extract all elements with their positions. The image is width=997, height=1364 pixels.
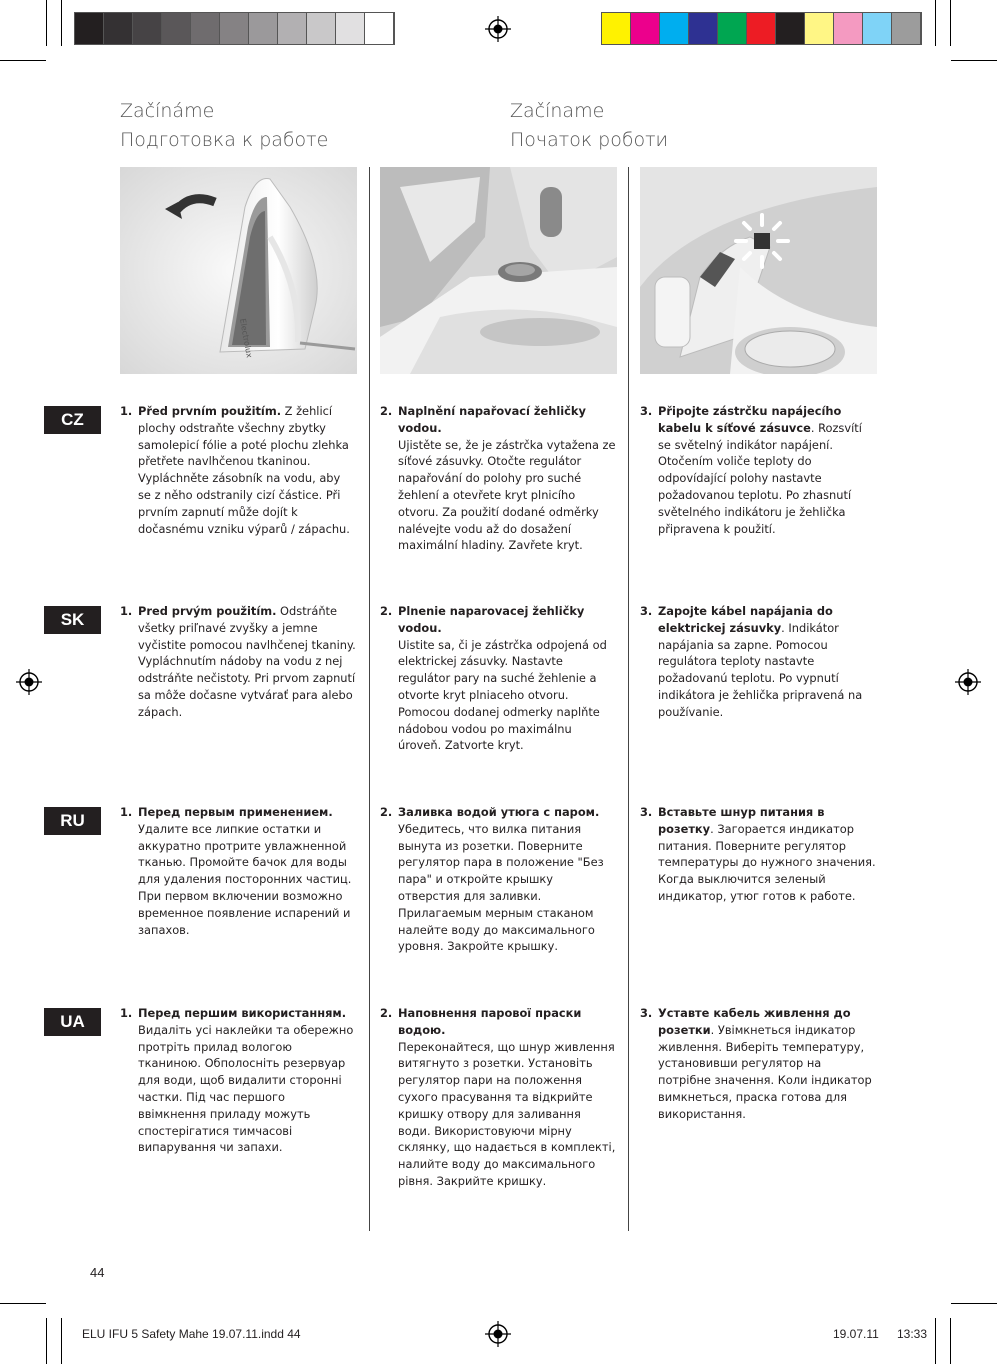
color-swatch — [220, 13, 249, 44]
step-body: Odstráňte všetky priľnavé zvyšky a jemne vyčistite pomocou navlhčenej tkaniny. Vypláchnutím nádoby na vodu z nej odstráňte nečistoty. Pri prvom zapnutí sa môže dočasne vytvárať para alebo zápach. — [138, 604, 356, 719]
step-body: . Indikátor napájania sa zapne. Pomocou regulátora teploty nastavte požadovanú teplotu. Po vypnutí indikátora je žehlička pripravená na používanie. — [658, 620, 863, 719]
step-number: 3. — [640, 1006, 653, 1020]
step-number: 1. — [120, 604, 133, 618]
step-title: Plnenie naparovacej žehličky vodou. — [398, 604, 585, 635]
column-divider — [369, 167, 370, 1231]
step-text — [138, 1005, 356, 1156]
step-text — [658, 804, 876, 905]
step-number: 1. — [120, 805, 133, 819]
crop-mark — [935, 1318, 936, 1364]
crop-mark — [46, 0, 47, 46]
registration-mark-icon — [485, 16, 511, 42]
step-text — [658, 1005, 876, 1123]
crop-mark — [0, 1303, 46, 1304]
iron-brand-label: Electrolux — [238, 317, 254, 359]
crop-mark — [46, 1318, 47, 1364]
step-body: Ujistěte se, že je zástrčka vytažena ze síťové zásuvky. Otočte regulátor napařování do polohy pro suché žehlení a otevřete kryt plnicího otvoru. Za použití dodané odměrky nalévejte vodu až do dosažení maximální hladiny. Zavřete kryt. — [398, 437, 616, 553]
color-swatch — [336, 13, 365, 44]
step-sk-1 — [120, 603, 356, 721]
registration-mark-icon — [485, 1321, 511, 1347]
step-body: Убедитесь, что вилка питания вынута из розетки. Поверните регулятор пара в положение "Без пара" и откройте крышку отверстия для заливки. Прилагаемым мерным стаканом налейте воду до максимального уровня. Закройте крышку. — [398, 821, 604, 954]
crop-mark — [935, 0, 936, 46]
step-title: Заливка водой утюга с паром. — [398, 805, 600, 819]
language-badge-sk: SK — [44, 606, 101, 634]
color-swatch — [660, 13, 689, 44]
column-divider — [628, 167, 629, 1231]
color-swatch — [104, 13, 133, 44]
color-swatch — [718, 13, 747, 44]
step-text — [138, 603, 356, 721]
iron-cleaning-photo — [120, 167, 357, 374]
color-swatch — [863, 13, 892, 44]
color-swatch — [776, 13, 805, 44]
step-title: Před prvním použitím. — [138, 404, 282, 418]
step-ua-1 — [120, 1005, 356, 1156]
step-number: 3. — [640, 404, 653, 418]
language-badge-ru: RU — [44, 807, 101, 835]
color-swatch — [191, 13, 220, 44]
color-swatch — [892, 13, 921, 44]
step-cz-2 — [380, 403, 616, 554]
footer-time: 13:33 — [897, 1327, 928, 1341]
heading-sk: Začíname — [510, 100, 605, 122]
registration-mark-icon — [16, 669, 42, 695]
step-sk-2 — [380, 603, 616, 754]
step-ru-3 — [640, 804, 876, 905]
step-text — [398, 1005, 616, 1190]
color-swatch — [689, 13, 718, 44]
step-text — [138, 403, 356, 537]
step-text — [138, 804, 356, 938]
color-swatch — [133, 13, 162, 44]
color-swatch — [278, 13, 307, 44]
crop-mark — [0, 60, 46, 61]
color-swatch — [747, 13, 776, 44]
step-ua-2 — [380, 1005, 616, 1190]
step-sk-3 — [640, 603, 876, 721]
step-title: Перед першим використанням. — [138, 1006, 347, 1020]
color-swatch — [75, 13, 104, 44]
step-title: Zapojte kábel napájania do elektrickej zásuvky — [658, 604, 833, 635]
step-title: Наповнення парової праски водою. — [398, 1006, 582, 1037]
color-swatch — [162, 13, 191, 44]
language-badge-ua: UA — [44, 1008, 101, 1036]
step-number: 2. — [380, 604, 393, 618]
step-body: . Загорается индикатор питания. Поверните регулятор температуры до нужного значения. Когда выключится зеленый индикатор, утюг готов к работе. — [658, 821, 876, 903]
crop-mark — [950, 0, 951, 46]
step-title: Naplnění napařovací žehličky vodou. — [398, 404, 586, 435]
step-body: Z žehlicí plochy odstraňte všechny zbytky samolepicí fólie a poté plochu zlehka přetřete navlhčenou tkaninou. Vypláchněte zásobník na vodu, aby se z něho odstranily cizí částice. Při prvním zapnutí může dojít k dočasnému vzniku výparů / zápachu. — [138, 404, 350, 536]
step-body: Uistite sa, či je zástrčka odpojená od elektrickej zásuvky. Nastavte regulátor pary na suché žehlenie a otvorte kryt plniaceho otvoru. Pomocou dodanej odmerky naplňte nádobou vodou po maximálnu úroveň. Zatvorte kryt. — [398, 637, 607, 753]
footer-file-name: ELU IFU 5 Safety Mahe 19.07.11.indd 44 — [82, 1327, 301, 1341]
crop-mark — [61, 1318, 62, 1364]
color-swatch — [249, 13, 278, 44]
step-cz-1 — [120, 403, 356, 537]
color-swatch — [602, 13, 631, 44]
step-title: Připojte zástrčku napájecího kabelu k síťové zásuvce — [658, 404, 842, 435]
step-text — [658, 603, 876, 721]
color-swatch — [834, 13, 863, 44]
heading-ua: Початок роботи — [510, 129, 669, 151]
crop-mark — [950, 1318, 951, 1364]
color-swatch — [805, 13, 834, 44]
power-indicator-photo — [640, 167, 877, 374]
crop-mark — [951, 60, 997, 61]
color-swatch — [307, 13, 336, 44]
step-title: Pred prvým použitím. — [138, 604, 277, 618]
step-text — [398, 403, 616, 554]
heading-ru: Подготовка к работе — [120, 129, 329, 151]
step-text — [398, 603, 616, 754]
step-number: 2. — [380, 404, 393, 418]
step-number: 2. — [380, 1006, 393, 1020]
grayscale-color-bar — [74, 12, 395, 45]
step-number: 2. — [380, 805, 393, 819]
step-title: Уставте кабель живлення до розетки — [658, 1006, 851, 1037]
heading-cz: Začínáme — [120, 100, 215, 122]
color-swatch — [631, 13, 660, 44]
process-color-bar — [601, 12, 922, 45]
language-badge-cz: CZ — [44, 406, 101, 434]
footer-date: 19.07.11 — [833, 1327, 879, 1341]
water-filling-photo — [380, 167, 617, 374]
step-body: . Rozsvítí se světelný indikátor napájení. Otočením voliče teploty do odpovídající polohy nastavte požadovanou teplotu. Po zhasnutí světelného indikátoru je žehlička připravena k použití. — [658, 420, 862, 536]
page-number: 44 — [90, 1265, 105, 1280]
registration-mark-icon — [955, 669, 981, 695]
crop-mark — [951, 1303, 997, 1304]
step-number: 3. — [640, 604, 653, 618]
color-swatch — [365, 13, 394, 44]
step-body: . Увімкнеться індикатор живлення. Виберіть температуру, установивши регулятор на потрібне значення. Коли індикатор вимкнеться, праска готова для використання. — [658, 1022, 872, 1121]
step-text — [658, 403, 876, 537]
step-ru-2 — [380, 804, 616, 955]
step-cz-3 — [640, 403, 876, 537]
step-title: Перед первым применением. — [138, 805, 333, 819]
step-ua-3 — [640, 1005, 876, 1123]
step-number: 1. — [120, 404, 133, 418]
step-ru-1 — [120, 804, 356, 938]
step-text — [398, 804, 616, 955]
step-body: Удалите все липкие остатки и аккуратно протрите увлажненной тканью. Промойте бачок для воды для удаления посторонних частиц. При первом включении возможно временное появление испарений и запахов. — [138, 821, 352, 937]
step-body: Видаліть усі наклейки та обережно протріть прилад вологою тканиною. Обполосніть резервуар для води, щоб видалити сторонні частки. Під час першого ввімкнення приладу можуть спостерігатися тимчасові випарування чи запахи. — [138, 1022, 354, 1155]
step-body: Переконайтеся, що шнур живлення витягнуто з розетки. Установіть регулятор пари на положення сухого прасування та відкрийте кришку отвору для заливання води. Використовуючи мірну склянку, що надається в комплекті, налийте воду до максимального рівня. Закрийте кришку. — [398, 1039, 616, 1188]
step-number: 3. — [640, 805, 653, 819]
crop-mark — [61, 0, 62, 46]
step-number: 1. — [120, 1006, 133, 1020]
step-title: Вставьте шнур питания в розетку — [658, 805, 825, 836]
